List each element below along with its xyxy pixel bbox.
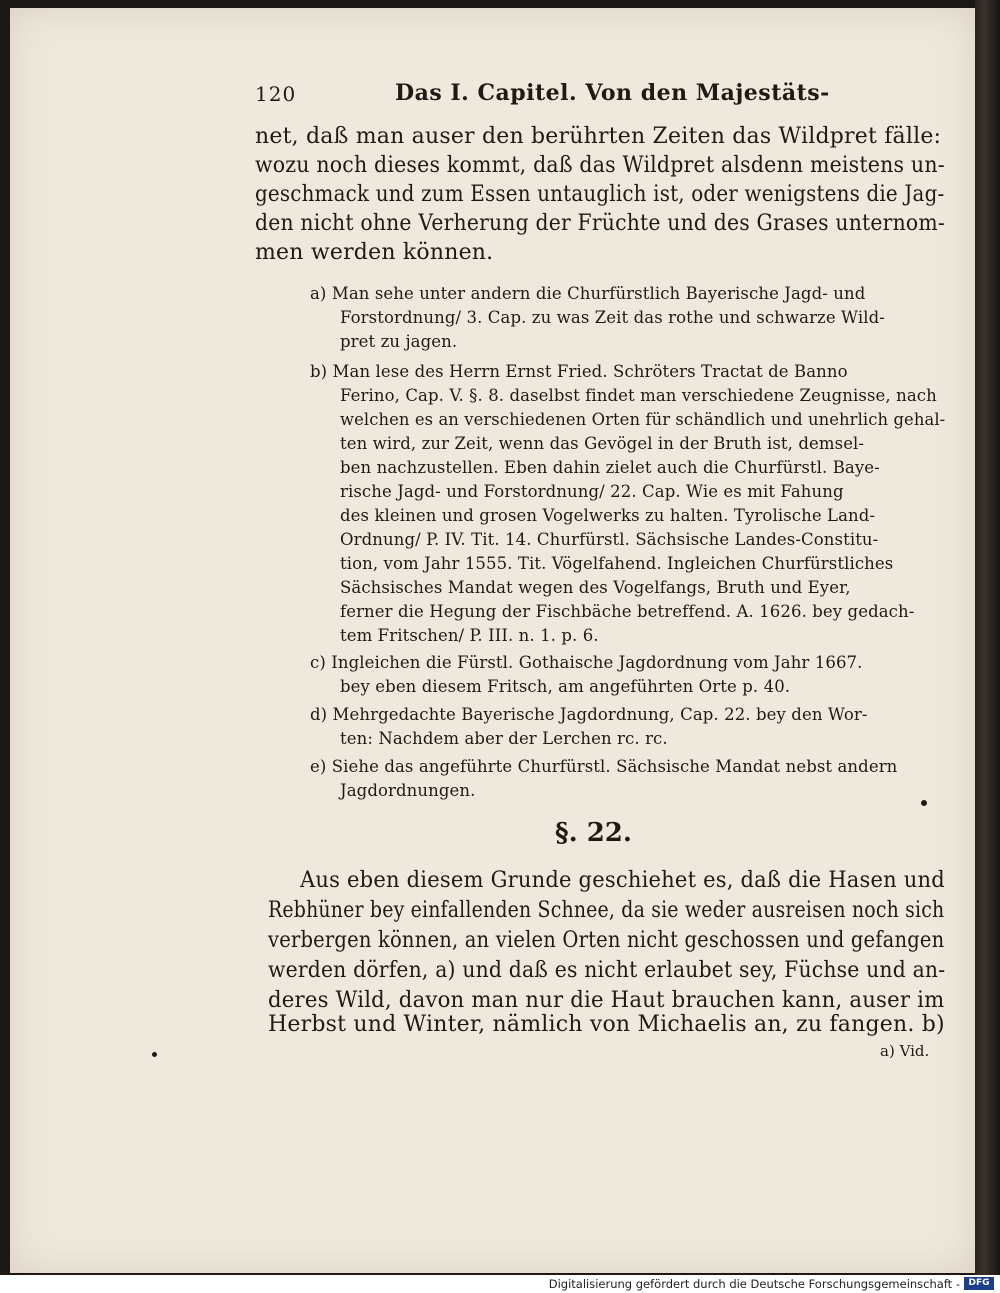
footnote-line: b) Man lese des Herrn Ernst Fried. Schröters Tractat de Banno bbox=[310, 362, 848, 381]
dfg-logo: DFG bbox=[964, 1277, 994, 1290]
footer-credit: Digitalisierung gefördert durch die Deutsche Forschungsgemeinschaft - bbox=[548, 1277, 960, 1291]
section-line: verbergen können, an vielen Orten nicht geschossen und gefangen bbox=[268, 928, 945, 953]
footnote-line: bey eben diesem Fritsch, am angeführten Orte p. 40. bbox=[340, 677, 791, 696]
book-edge bbox=[975, 0, 1000, 1275]
page-number: 120 bbox=[255, 82, 297, 106]
section-line: Aus eben diesem Grunde geschiehet es, daß die Hasen und bbox=[300, 868, 945, 893]
footnote-line: Sächsisches Mandat wegen des Vogelfangs, Bruth und Eyer, bbox=[340, 578, 851, 597]
footnote-line: Jagdordnungen. bbox=[340, 781, 476, 800]
footnote-line: ten wird, zur Zeit, wenn das Gevögel in der Bruth ist, demsel- bbox=[340, 434, 865, 453]
section-heading: §. 22. bbox=[555, 818, 632, 848]
body-line: wozu noch dieses kommt, daß das Wildpret alsdenn meistens un- bbox=[255, 153, 945, 178]
header-title: Das I. Capitel. Von den Majestäts- bbox=[395, 80, 830, 106]
footnote-line: tion, vom Jahr 1555. Tit. Vögelfahend. Ingleichen Churfürstliches bbox=[340, 554, 894, 573]
section-line: Herbst und Winter, nämlich von Michaelis an, zu fangen. b) bbox=[268, 1012, 945, 1037]
footnote-line: Forstordnung/ 3. Cap. zu was Zeit das rothe und schwarze Wild- bbox=[340, 308, 885, 327]
footnote-line: rische Jagd- und Forstordnung/ 22. Cap. Wie es mit Fahung bbox=[340, 482, 844, 501]
ink-speck bbox=[921, 800, 927, 806]
footnote-line: Ferino, Cap. V. §. 8. daselbst findet man verschiedene Zeugnisse, nach bbox=[340, 386, 937, 405]
footnote-line: Ordnung/ P. IV. Tit. 14. Churfürstl. Sächsische Landes-Constitu- bbox=[340, 530, 879, 549]
footnote-line: ben nachzustellen. Eben dahin zielet auch die Churfürstl. Baye- bbox=[340, 458, 880, 477]
section-line: deres Wild, davon man nur die Haut brauchen kann, auser im bbox=[268, 988, 945, 1013]
digitization-footer bbox=[0, 1275, 1000, 1293]
footnote-line: tem Fritschen/ P. III. n. 1. p. 6. bbox=[340, 626, 599, 645]
catchword: a) Vid. bbox=[880, 1042, 930, 1060]
footnote-line: des kleinen und grosen Vogelwerks zu halten. Tyrolische Land- bbox=[340, 506, 876, 525]
footnote-line: a) Man sehe unter andern die Churfürstlich Bayerische Jagd- und bbox=[310, 284, 866, 303]
body-line: net, daß man auser den berührten Zeiten das Wildpret fälle: bbox=[255, 124, 942, 149]
footnote-line: d) Mehrgedachte Bayerische Jagdordnung, Cap. 22. bey den Wor- bbox=[310, 705, 868, 724]
footnote-line: c) Ingleichen die Fürstl. Gothaische Jagdordnung vom Jahr 1667. bbox=[310, 653, 863, 672]
section-line: werden dörfen, a) und daß es nicht erlaubet sey, Füchse und an- bbox=[268, 958, 946, 983]
body-line: men werden können. bbox=[255, 240, 494, 265]
running-head bbox=[255, 80, 955, 110]
ink-speck bbox=[152, 1052, 157, 1057]
footnote-line: welchen es an verschiedenen Orten für schändlich und unehrlich gehal- bbox=[340, 410, 946, 429]
footnote-line: ferner die Hegung der Fischbäche betreffend. A. 1626. bey gedach- bbox=[340, 602, 915, 621]
body-line: geschmack und zum Essen untauglich ist, oder wenigstens die Jag- bbox=[255, 182, 945, 207]
footnote-line: pret zu jagen. bbox=[340, 332, 458, 351]
body-line: den nicht ohne Verherung der Früchte und des Grases unternom- bbox=[255, 211, 945, 236]
section-line: Rebhüner bey einfallenden Schnee, da sie weder ausreisen noch sich bbox=[268, 898, 945, 923]
footnote-line: ten: Nachdem aber der Lerchen rc. rc. bbox=[340, 729, 668, 748]
footnote-line: e) Siehe das angeführte Churfürstl. Sächsische Mandat nebst andern bbox=[310, 757, 898, 776]
